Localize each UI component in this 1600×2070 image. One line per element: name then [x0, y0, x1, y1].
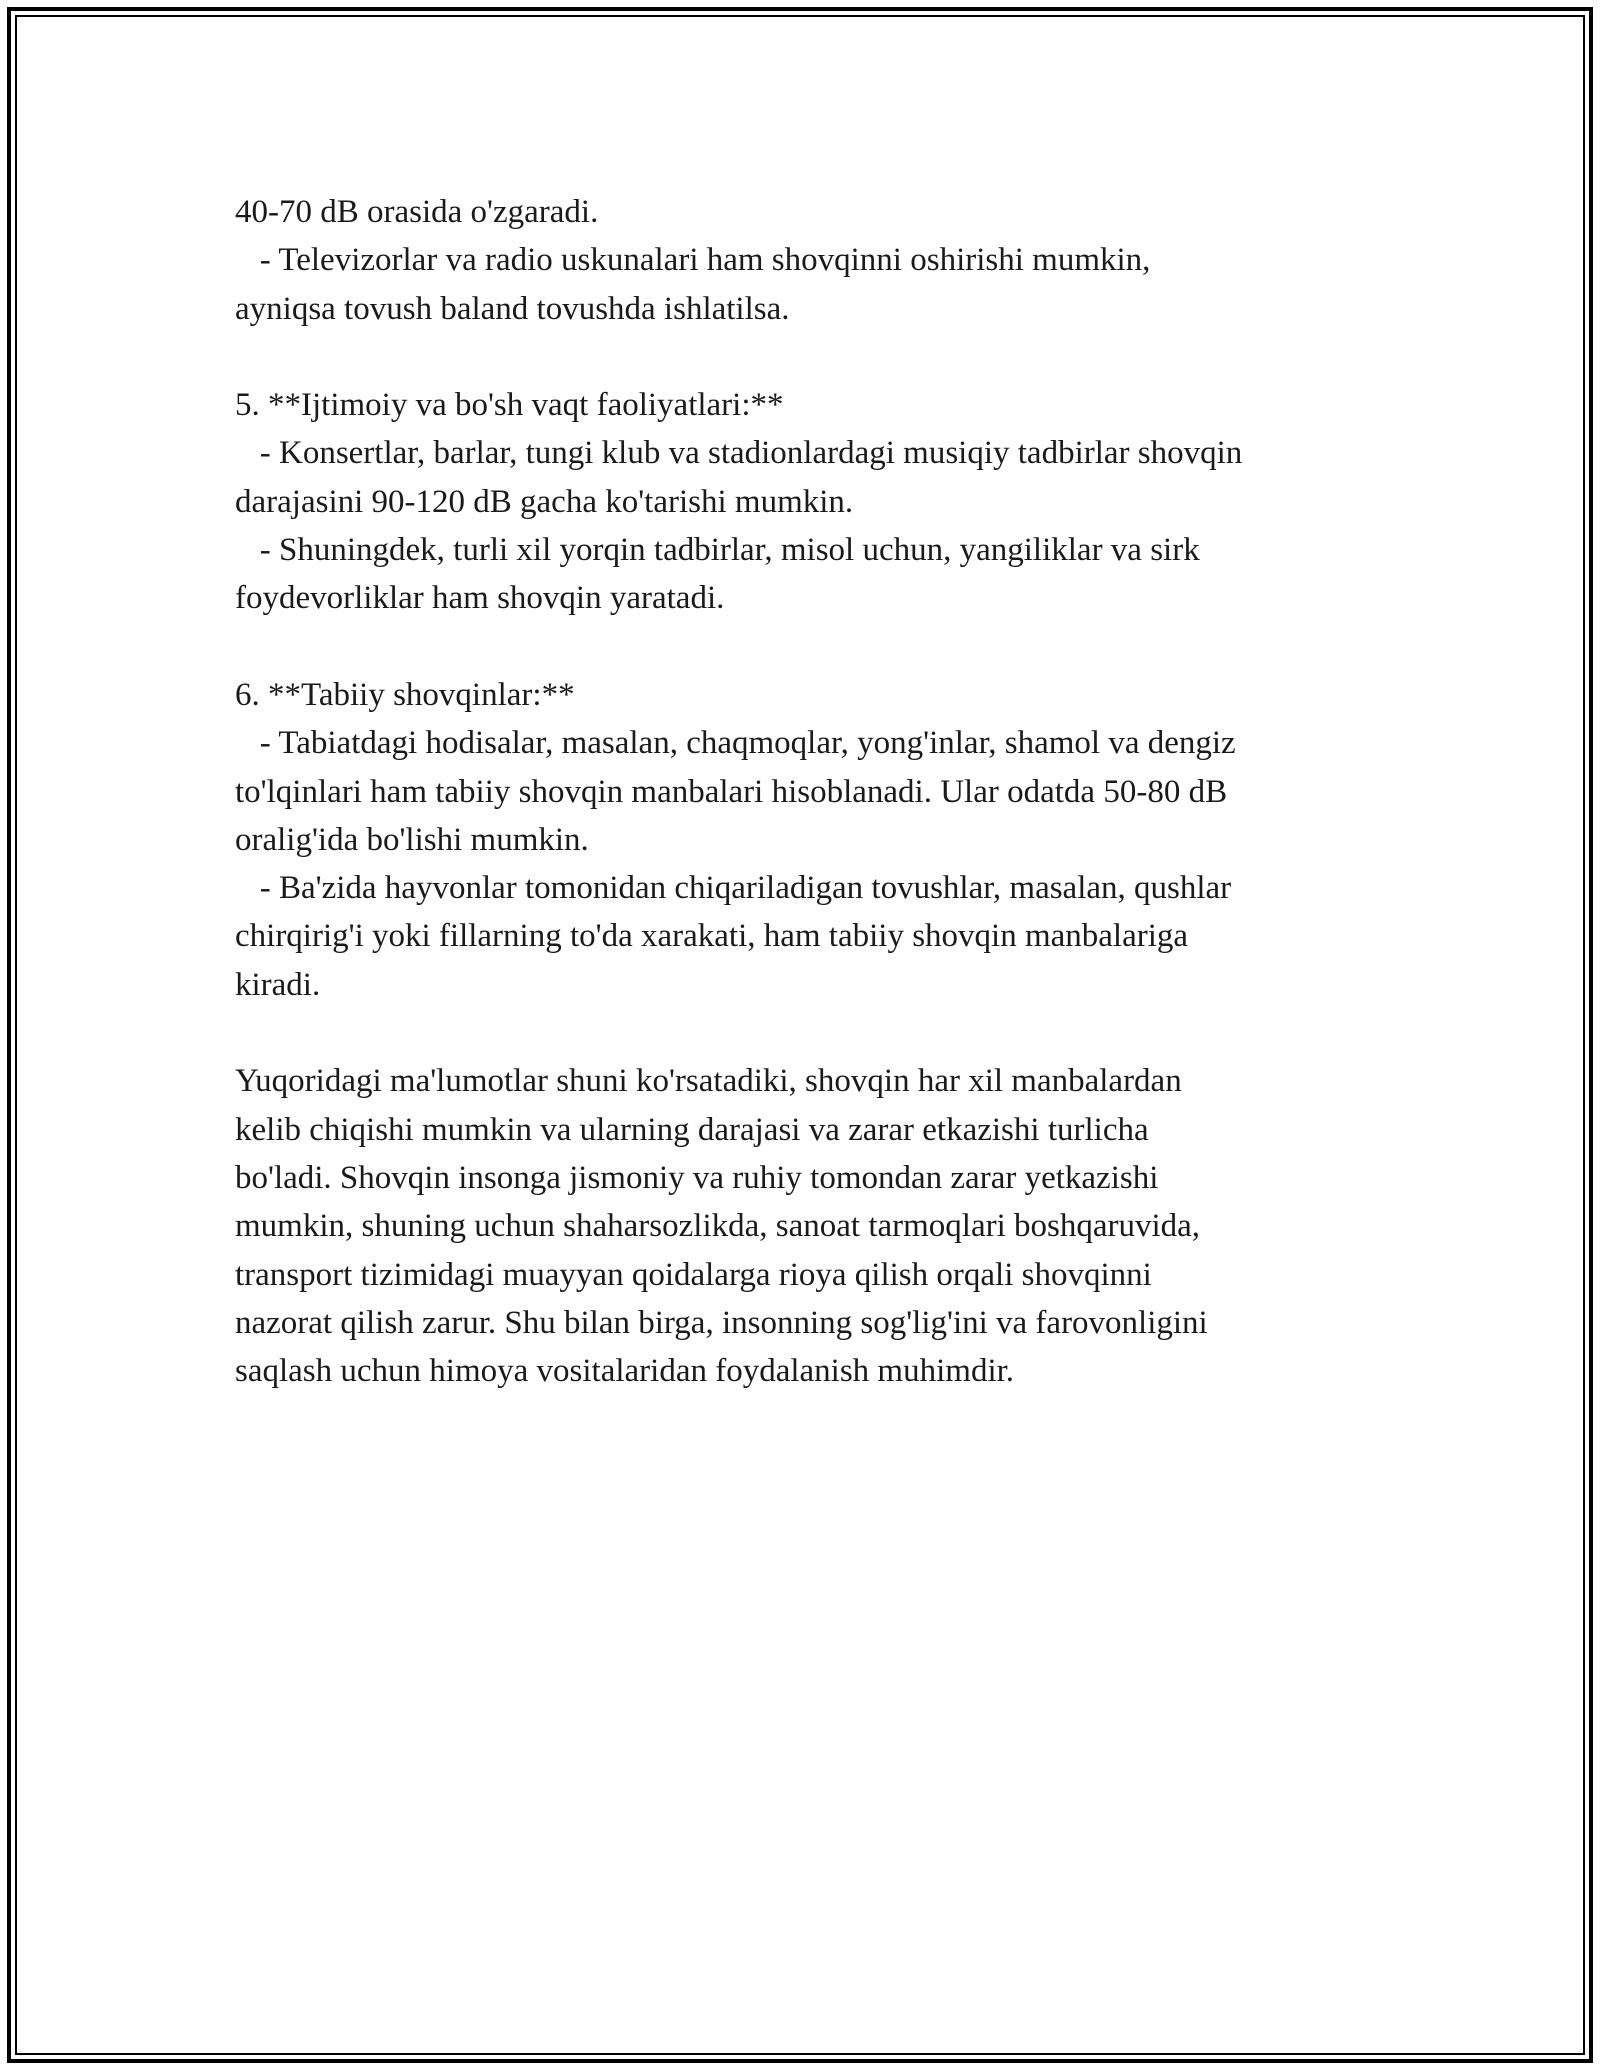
- document-body: [235, 188, 1375, 1444]
- text-line: to'lqinlari ham tabiiy shovqin manbalari hisoblanadi. Ular odatda 50-80 dB: [235, 773, 1228, 810]
- text-line: Yuqoridagi ma'lumotlar shuni ko'rsatadiki, shovqin har xil manbalardan: [235, 1063, 1182, 1100]
- text-line: oralig'ida bo'lishi mumkin.: [235, 821, 589, 858]
- text-line: foydevorliklar ham shovqin yaratadi.: [235, 580, 725, 617]
- text-line: kelib chiqishi mumkin va ularning darajasi va zarar etkazishi turlicha: [235, 1111, 1149, 1148]
- text-line: nazorat qilish zarur. Shu bilan birga, insonning sog'lig'ini va farovonligini: [235, 1304, 1208, 1341]
- paragraph-conclusion: [235, 1057, 1375, 1395]
- text-line: chirqirig'i yoki fillarning to'da xarakati, ham tabiiy shovqin manbalariga: [235, 918, 1189, 955]
- text-line: kiradi.: [235, 966, 321, 1003]
- section-heading: 5. **Ijtimoiy va bo'sh vaqt faoliyatlari:**: [235, 387, 784, 424]
- text-line: bo'ladi. Shovqin insonga jismoniy va ruhiy tomondan zarar yetkazishi: [235, 1159, 1159, 1196]
- paragraph-household-noise: [235, 188, 1375, 333]
- text-line: ayniqsa tovush baland tovushda ishlatilsa.: [235, 290, 790, 327]
- text-line: - Konsertlar, barlar, tungi klub va stadionlardagi musiqiy tadbirlar shovqin: [235, 435, 1243, 472]
- text-line: darajasini 90-120 dB gacha ko'tarishi mumkin.: [235, 483, 854, 520]
- text-line: saqlash uchun himoya vositalaridan foydalanish muhimdir.: [235, 1353, 1015, 1390]
- text-line: - Televizorlar va radio uskunalari ham shovqinni oshirishi mumkin,: [235, 242, 1151, 279]
- text-line: - Tabiatdagi hodisalar, masalan, chaqmoqlar, yong'inlar, shamol va dengiz: [235, 725, 1236, 762]
- paragraph-social-leisure: [235, 381, 1375, 622]
- paragraph-natural-noise: [235, 671, 1375, 1009]
- text-line: 40-70 dB orasida o'zgaradi.: [235, 194, 599, 230]
- text-line: - Shuningdek, turli xil yorqin tadbirlar, misol uchun, yangiliklar va sirk: [235, 532, 1200, 569]
- text-line: transport tizimidagi muayyan qoidalarga rioya qilish orqali shovqinni: [235, 1256, 1152, 1293]
- section-heading: 6. **Tabiiy shovqinlar:**: [235, 676, 575, 713]
- text-line: mumkin, shuning uchun shaharsozlikda, sanoat tarmoqlari boshqaruvida,: [235, 1208, 1201, 1245]
- text-line: - Ba'zida hayvonlar tomonidan chiqariladigan tovushlar, masalan, qushlar: [235, 870, 1232, 907]
